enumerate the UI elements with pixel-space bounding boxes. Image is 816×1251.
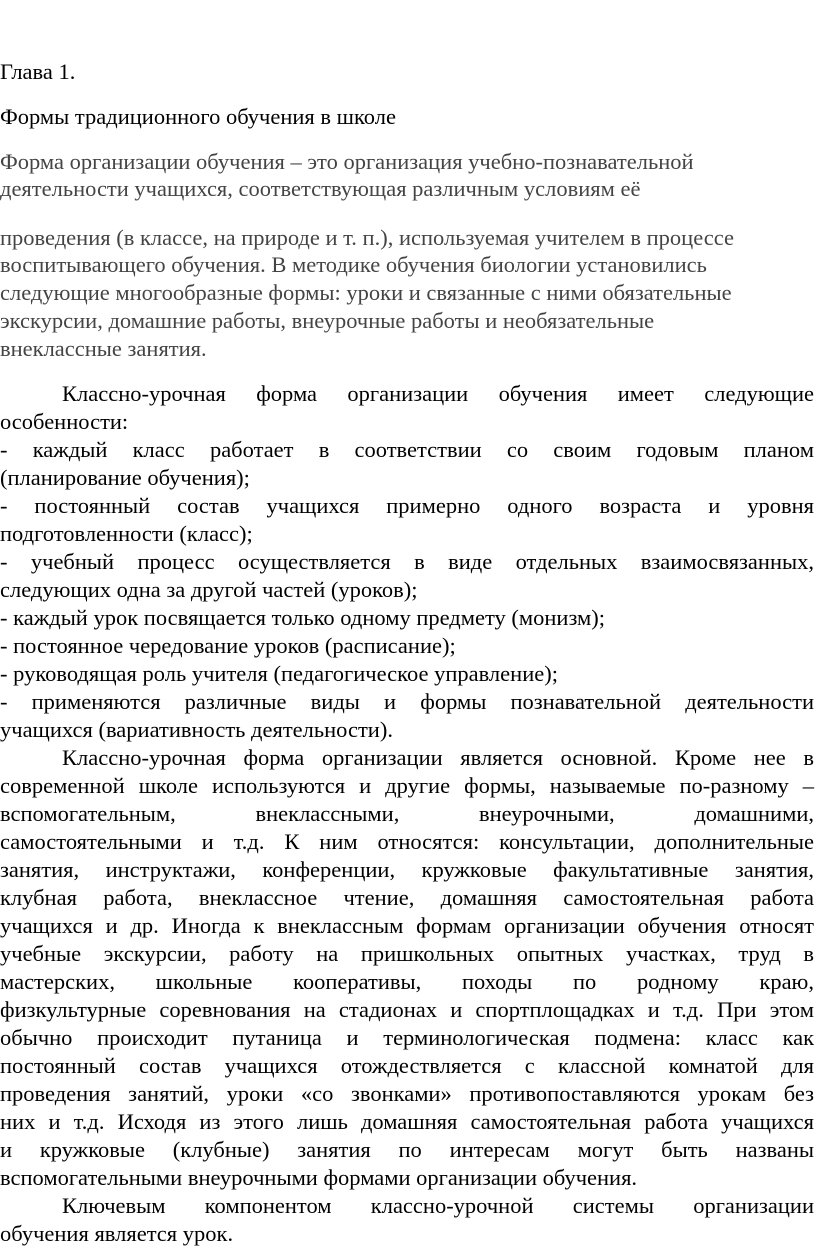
body-line: Классно-урочная форма организации обучения имеет следующие bbox=[62, 381, 814, 406]
list-item: - учебный процесс осуществляется в виде отдельных взаимосвязанных, bbox=[0, 549, 814, 574]
intro-line: проведения (в классе, на природе и т. п.), используемая учителем в процессе bbox=[0, 225, 734, 250]
body-line: современной школе используются и другие формы, называемые по-разному – bbox=[0, 773, 814, 798]
body-line: мастерских, школьные кооперативы, походы по родному краю, bbox=[0, 969, 814, 994]
list-item-cont: учащихся (вариативность деятельности). bbox=[0, 717, 393, 742]
body-line: вспомогательным, внеклассными, внеурочными, домашними, bbox=[0, 801, 814, 826]
body-line: них и т.д. Исходя из этого лишь домашняя самостоятельная работа учащихся bbox=[0, 1109, 814, 1134]
body-line: физкультурные соревнования на стадионах и спортплощадках и т.д. При этом bbox=[0, 997, 814, 1022]
body-line: особенности: bbox=[0, 409, 129, 434]
body-line: учебные экскурсии, работу на пришкольных опытных участках, труд в bbox=[0, 941, 814, 966]
list-item: - каждый класс работает в соответствии со своим годовым планом bbox=[0, 437, 814, 462]
body-line: обучения является урок. bbox=[0, 1221, 234, 1246]
intro-line: следующие многообразные формы: уроки и связанные с ними обязательные bbox=[0, 280, 732, 305]
intro-line: деятельности учащихся, соответствующая различным условиям её bbox=[0, 176, 641, 201]
chapter-number: Глава 1. bbox=[0, 59, 76, 84]
body-line: Ключевым компонентом классно-урочной системы организации bbox=[62, 1193, 814, 1218]
body-line: постоянный состав учащихся отождествляется с классной комнатой для bbox=[0, 1053, 814, 1078]
body-line: самостоятельными и т.д. К ним относятся: консультации, дополнительные bbox=[0, 829, 814, 854]
body-line: проведения занятий, уроки «со звонками» противопоставляются урокам без bbox=[0, 1081, 814, 1106]
list-item: - постоянное чередование уроков (расписание); bbox=[0, 633, 456, 658]
list-item: - применяются различные виды и формы познавательной деятельности bbox=[0, 689, 814, 714]
list-item: - каждый урок посвящается только одному предмету (монизм); bbox=[0, 605, 606, 630]
intro-line: внеклассные занятия. bbox=[0, 336, 207, 361]
body-line: и кружковые (клубные) занятия по интересам могут быть названы bbox=[0, 1137, 814, 1162]
list-item-cont: подготовленности (класс); bbox=[0, 521, 253, 546]
body-line: клубная работа, внеклассное чтение, домашняя самостоятельная работа bbox=[0, 885, 814, 910]
body-line: Классно-урочная форма организации является основной. Кроме нее в bbox=[62, 745, 814, 770]
list-item-cont: (планирование обучения); bbox=[0, 465, 250, 490]
intro-line: воспитывающего обучения. В методике обучения биологии установились bbox=[0, 252, 707, 277]
body-line: занятия, инструктажи, конференции, кружковые факультативные занятия, bbox=[0, 857, 814, 882]
list-item: - постоянный состав учащихся примерно одного возраста и уровня bbox=[0, 493, 814, 518]
intro-line: экскурсии, домашние работы, внеурочные работы и необязательные bbox=[0, 308, 655, 333]
chapter-title: Формы традиционного обучения в школе bbox=[0, 104, 396, 129]
body-line: вспомогательными внеурочными формами организации обучения. bbox=[0, 1165, 638, 1190]
body-line: обычно происходит путаница и терминологическая подмена: класс как bbox=[0, 1025, 814, 1050]
list-item: - руководящая роль учителя (педагогическое управление); bbox=[0, 661, 558, 686]
body-line: учащихся и др. Иногда к внеклассным формам организации обучения относят bbox=[0, 913, 814, 938]
list-item-cont: следующих одна за другой частей (уроков); bbox=[0, 577, 418, 602]
intro-line: Форма организации обучения – это организация учебно-познавательной bbox=[0, 149, 694, 174]
